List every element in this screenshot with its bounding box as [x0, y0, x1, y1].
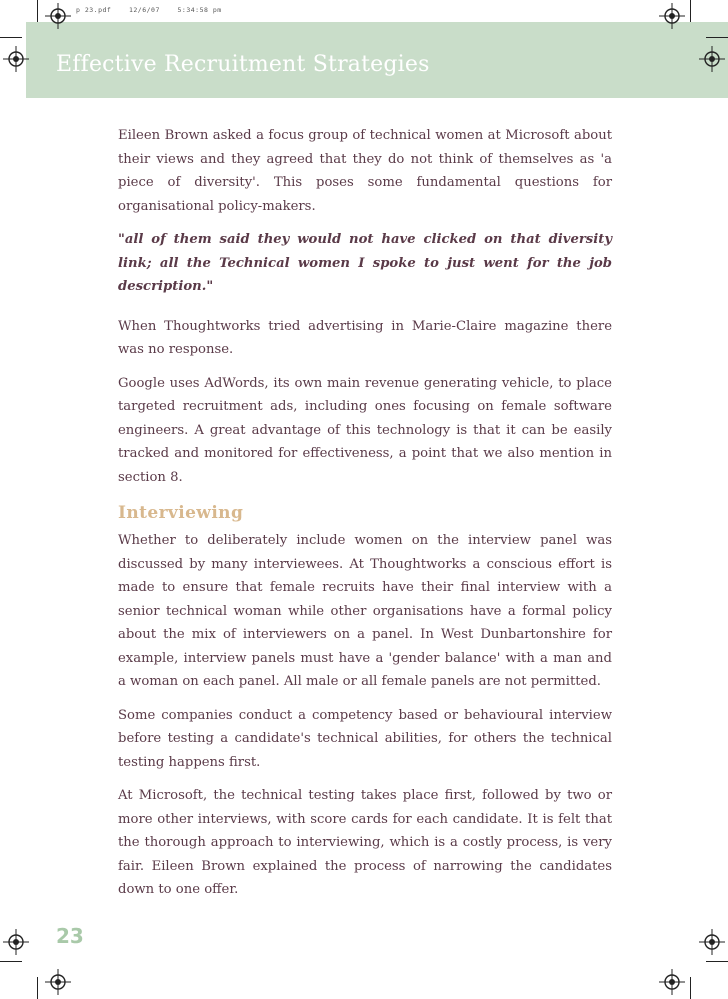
paragraph-interview-panel: Whether to deliberately include women on the interview panel was discussed by many interviewees. At Thoughtworks a conscious effort is made to ensure that female recruits have their final interview with a senior technical woman while other organisations have a formal policy about the mix of interviewers on a panel. In West Dunbartonshire for example, interview panels must have a 'gender balance' with a man and a woman on each panel. All male or all female panels are not permitted. — [118, 533, 612, 689]
section-heading-interviewing: Interviewing — [118, 503, 244, 523]
paragraph-google: Google uses AdWords, its own main revenue generating vehicle, to place targeted recruitment ads, including ones focusing on female software engineers. A great advantage of this technology is that it can be easily tracked and monitored for effectiveness, a point that we also mention in section 8. — [118, 375, 612, 485]
crop-line — [706, 37, 728, 38]
registration-mark-icon — [43, 967, 73, 997]
crop-line — [706, 961, 728, 962]
registration-mark-icon — [657, 1, 687, 31]
paragraph-microsoft: At Microsoft, the technical testing takes place first, followed by two or more other interviews, with score cards for each candidate. It is felt that the thorough approach to interviewing, which is a costly process, is very fair. Eileen Brown explained the process of narrowing the candidates down to one offer. — [118, 788, 612, 897]
crop-line — [37, 0, 38, 22]
page-title: Effective Recruitment Strategies — [56, 52, 430, 77]
registration-mark-icon — [43, 1, 73, 31]
crop-line — [690, 977, 691, 999]
crop-line — [0, 961, 22, 962]
page-number: 23 — [56, 924, 84, 948]
quote-block: "all of them said they would not have clicked on that diversity link; all the Technical women I spoke to just went for the job description." — [118, 232, 612, 294]
paragraph-competency: Some companies conduct a competency based or behavioural interview before testing a candidate's technical abilities, for others the technical testing happens first. — [118, 707, 612, 770]
registration-mark-icon — [697, 927, 727, 957]
paragraph-intro: Eileen Brown asked a focus group of technical women at Microsoft about their views and they agreed that they do not think of themselves as 'a piece of diversity'. This poses some fundamental questions for organisational policy-makers. — [118, 128, 612, 214]
crop-line — [0, 37, 22, 38]
crop-line — [37, 977, 38, 999]
crop-line — [690, 0, 691, 22]
paragraph-thoughtworks: When Thoughtworks tried advertising in Marie-Claire magazine there was no response. — [118, 318, 612, 357]
page-body — [118, 124, 612, 912]
registration-mark-icon — [657, 967, 687, 997]
registration-mark-icon — [697, 44, 727, 74]
registration-mark-icon — [1, 44, 31, 74]
registration-mark-icon — [1, 927, 31, 957]
print-slug: p 23.pdf 12/6/07 5:34:58 pm — [76, 6, 222, 14]
